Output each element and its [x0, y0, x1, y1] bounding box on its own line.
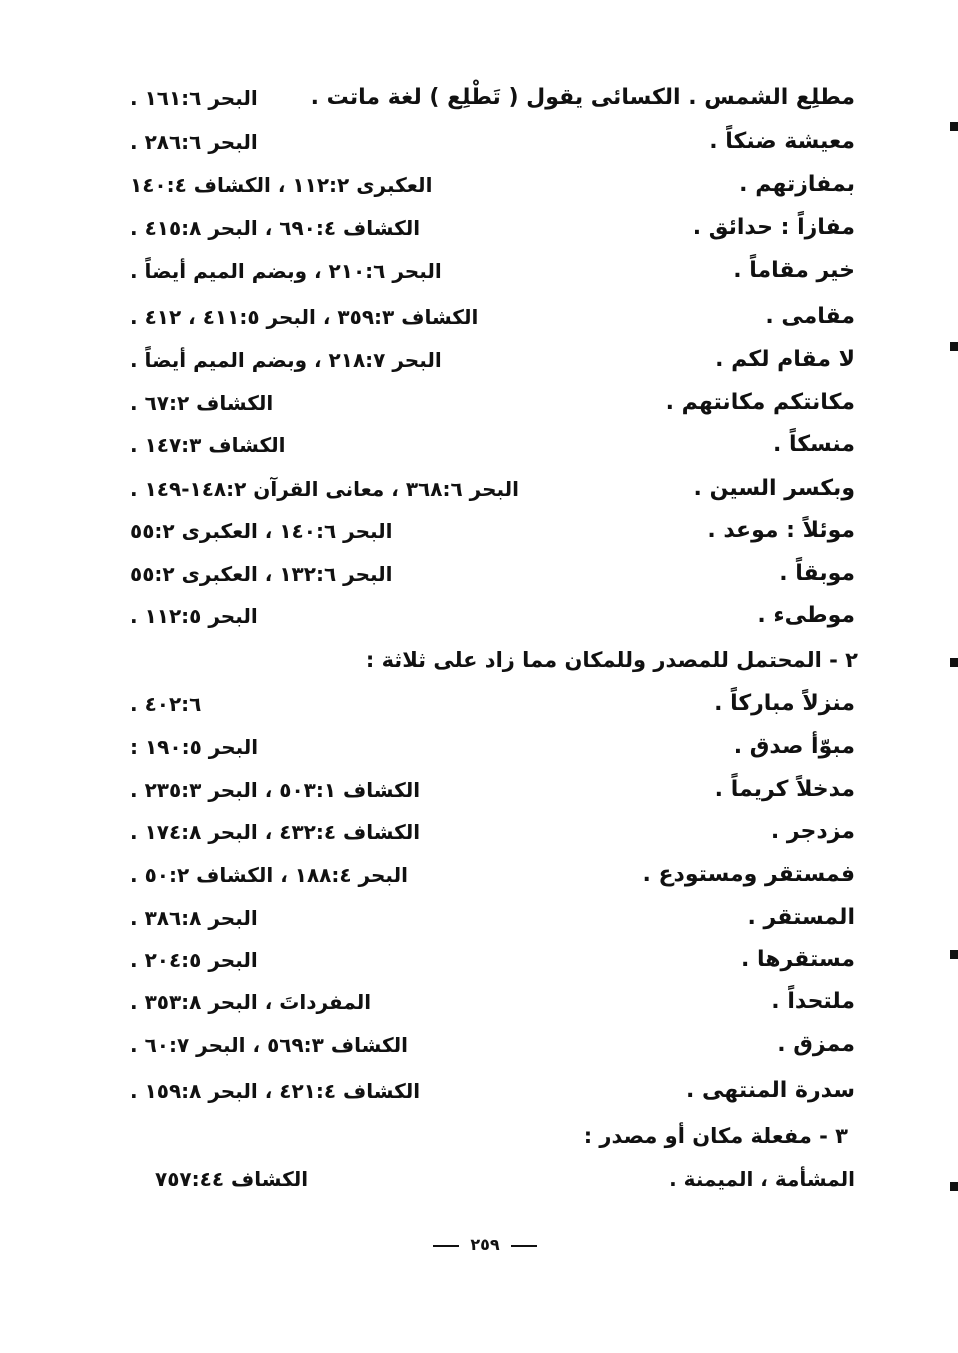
entry-reference: الكشاف ٣٥٩:٣ ، البحر ٤١١:٥ ، ٤١٢ . — [130, 305, 479, 329]
entry-term: ملتحداً . — [771, 989, 855, 1014]
entry-term: مزدجر . — [770, 819, 855, 844]
list-item — [120, 727, 855, 767]
entry-reference: البحر ١٦١:٦ . — [130, 86, 258, 110]
list-item — [120, 425, 855, 465]
list-item — [120, 596, 855, 636]
entry-reference: العكبرى ١١٢:٢ ، الكشاف ١٤٠:٤ — [130, 173, 433, 197]
entry-reference: الكشاف ٤٢١:٤ ، البحر ١٥٩:٨ . — [130, 1079, 421, 1103]
page-number — [420, 1230, 550, 1260]
dash-decoration — [511, 1245, 537, 1247]
entry-reference: الكشاف ٥٦٩:٣ ، البحر ٦٠:٧ . — [130, 1033, 408, 1057]
list-item — [120, 898, 855, 938]
list-item — [120, 165, 855, 205]
list-item — [120, 855, 855, 895]
entry-term: منزلاً مباركاً . — [714, 691, 855, 716]
list-item — [120, 383, 855, 423]
entry-term: خير مقاماً . — [733, 258, 855, 283]
entry-term: معيشة ضنكاً . — [709, 129, 855, 154]
entry-reference: الكشاف ٧٥٧:٤٤ — [155, 1167, 309, 1191]
list-item — [120, 554, 855, 594]
entry-term: المشأمة ، الميمنة . — [669, 1167, 855, 1191]
entry-term: موبقاً . — [779, 561, 855, 586]
entry-reference: البحر ١٩٠:٥ : — [130, 735, 259, 759]
entry-reference: الكشاف ٥٠٣:١ ، البحر ٢٣٥:٣ . — [130, 778, 421, 802]
list-item — [120, 511, 855, 551]
entry-term: موئلاً : موعد . — [707, 518, 855, 543]
list-item — [120, 297, 855, 337]
entry-term: بمفازتهم . — [739, 172, 855, 197]
list-item — [120, 940, 855, 980]
scan-edge-mark — [950, 658, 958, 667]
entry-term: منسكاً . — [772, 432, 855, 457]
entry-reference: الكشاف ١٤٧:٣ . — [130, 433, 286, 457]
scan-edge-mark — [950, 342, 958, 351]
entry-reference: الكشاف ٦٩٠:٤ ، البحر ٤١٥:٨ . — [130, 216, 421, 240]
entry-term: لا مقام لكم . — [715, 347, 855, 372]
list-item — [120, 812, 855, 852]
entry-reference: البحر ١١٢:٥ . — [130, 604, 258, 628]
list-item — [120, 1071, 855, 1111]
entry-term: مبوّأ صدق . — [733, 734, 855, 759]
entry-reference: البحر ١٣٢:٦ ، العكبرى ٥٥:٢ — [130, 562, 393, 586]
list-item — [120, 770, 855, 810]
entry-reference: ٤٠٢:٦ . — [130, 692, 202, 716]
entry-reference: البحر ٣٦٨:٦ ، معانى القرآن ١٤٨:٢-١٤٩ . — [130, 477, 520, 501]
entry-reference: البحر ١٤٠:٦ ، العكبرى ٥٥:٢ — [130, 519, 393, 543]
scan-edge-mark — [950, 950, 958, 959]
entry-reference: المفرداتَ ، البحر ٣٥٣:٨ . — [130, 990, 372, 1014]
entry-reference: الكشاف ٦٧:٢ . — [130, 391, 274, 415]
list-item — [120, 251, 855, 291]
entry-term: مكانتكم مكانتهم . — [665, 390, 855, 415]
entry-term: فمستقر ومستودع . — [642, 862, 855, 887]
entry-reference: البحر ٢١٨:٧ ، وبضم الميم أيضاً . — [130, 348, 442, 372]
entry-term: مدخلاً كريماً . — [714, 777, 855, 802]
entry-term: مطلِع الشمس . الكسائى يقول ( تَطْلِع ) لغة ماتت . — [310, 85, 855, 110]
page-number-text: ٢٥٩ — [470, 1235, 500, 1254]
entry-reference: البحر ١٨٨:٤ ، الكشاف ٥٠:٢ . — [130, 863, 408, 887]
section-heading: ٢ - المحتمل للمصدر وللمكان مما زاد على ثلاثة : — [365, 648, 858, 672]
entry-reference: البحر ٢٨٦:٦ . — [130, 130, 258, 154]
entry-term: مستقرها . — [740, 947, 855, 972]
section-heading: ٣ - مفعلة مكان أو مصدر : — [583, 1124, 848, 1148]
entry-term: مقامى . — [765, 304, 855, 329]
entry-term: ممزق . — [777, 1032, 855, 1057]
list-item — [120, 208, 855, 248]
entry-term: مفازاً : حدائق . — [692, 215, 855, 240]
list-item — [120, 684, 855, 724]
list-item — [120, 1025, 855, 1065]
dash-decoration — [433, 1245, 459, 1247]
entry-term: موطىء . — [757, 603, 855, 628]
list-item — [120, 78, 855, 118]
scan-edge-mark — [950, 122, 958, 131]
entry-term: المستقر . — [747, 905, 855, 930]
list-item — [120, 340, 855, 380]
list-item — [120, 469, 855, 509]
entry-reference: الكشاف ٤٣٢:٤ ، البحر ١٧٤:٨ . — [130, 820, 421, 844]
entry-term: وبكسر السين . — [693, 476, 855, 501]
list-item — [120, 122, 855, 162]
entry-reference: البحر ٣٨٦:٨ . — [130, 906, 258, 930]
list-item — [120, 982, 855, 1022]
list-item — [120, 1159, 855, 1199]
scan-edge-mark — [950, 1182, 958, 1191]
entry-reference: البحر ٢١٠:٦ ، وبضم الميم أيضاً . — [130, 259, 442, 283]
entry-term: سدرة المنتهى . — [686, 1078, 855, 1103]
entry-reference: البحر ٢٠٤:٥ . — [130, 948, 258, 972]
